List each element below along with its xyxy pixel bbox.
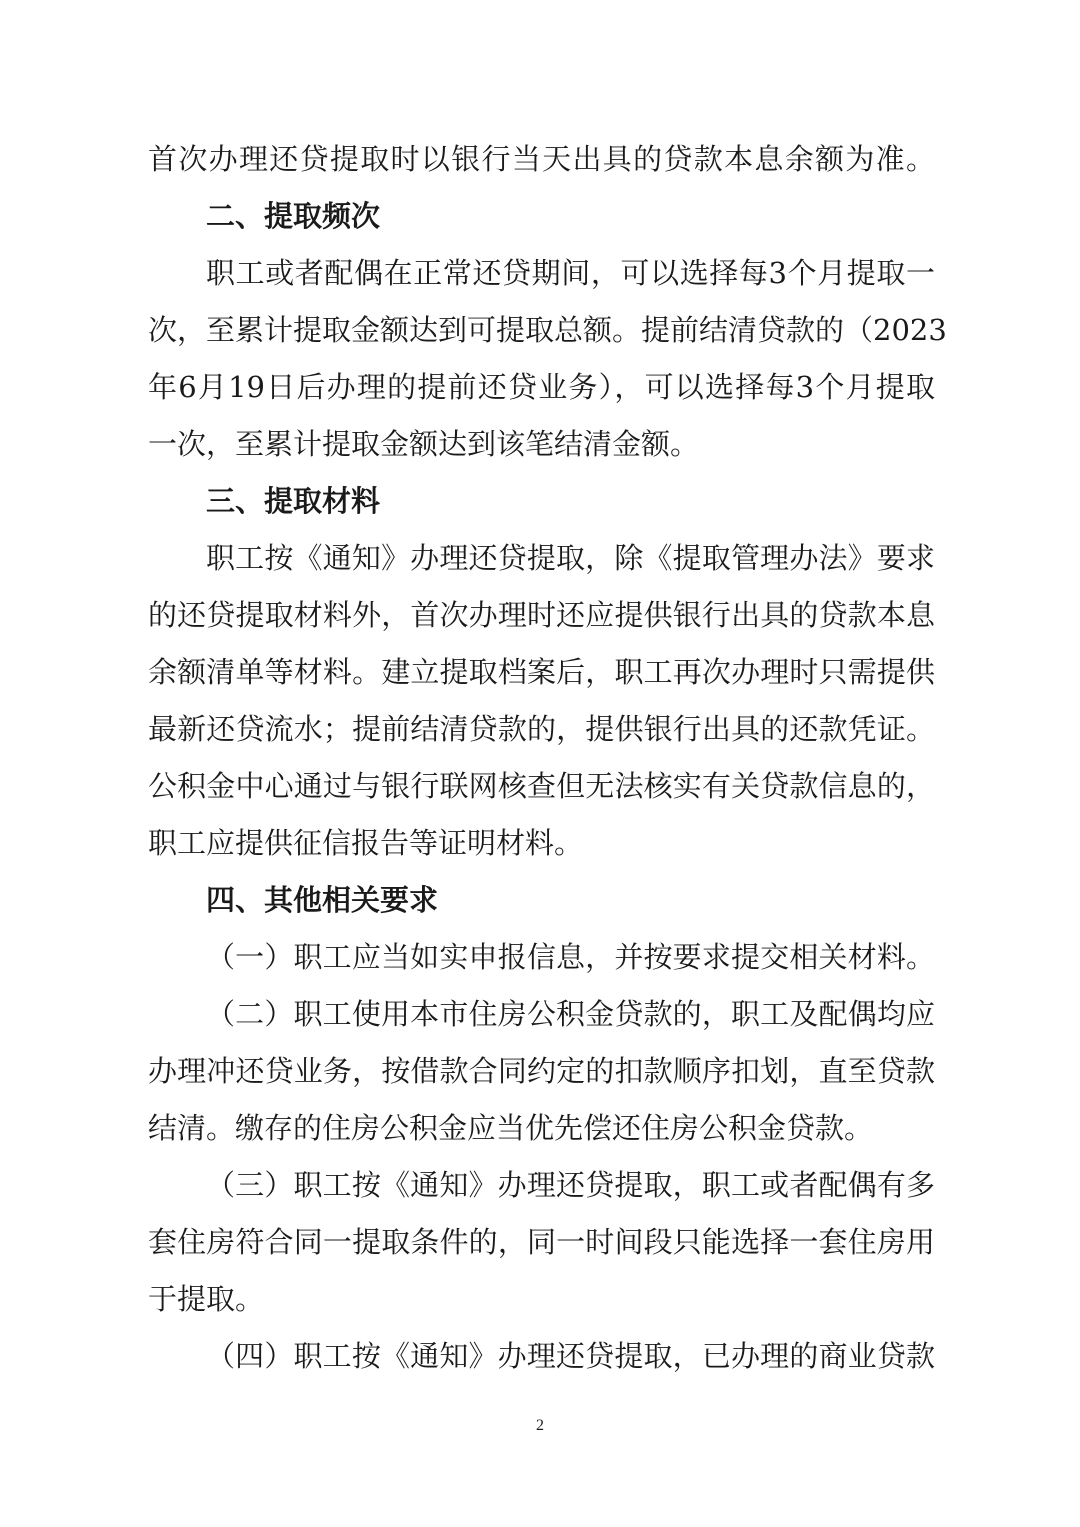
page-number: 2 (536, 1417, 544, 1434)
body-text-line: 首次办理还贷提取时以银行当天出具的贷款本息余额为准。 (148, 142, 935, 176)
section-heading: 二、提取频次 (206, 199, 381, 233)
body-text-line: 次，至累计提取金额达到可提取总额。提前结清贷款的（2023 (148, 313, 947, 347)
body-text-line: 余额清单等材料。建立提取档案后，职工再次办理时只需提供 (148, 655, 935, 689)
body-text-line: （二）职工使用本市住房公积金贷款的，职工及配偶均应 (206, 997, 935, 1031)
body-text-line: 于提取。 (148, 1282, 265, 1316)
body-text-line: 公积金中心通过与银行联网核查但无法核实有关贷款信息的， (148, 769, 935, 803)
section-heading: 三、提取材料 (206, 484, 381, 518)
body-text-line: 年6月19日后办理的提前还贷业务），可以选择每3个月提取 (148, 370, 935, 404)
document-body (148, 131, 947, 1385)
body-text-line: 套住房符合同一提取条件的，同一时间段只能选择一套住房用 (148, 1225, 935, 1259)
body-text-line: 办理冲还贷业务，按借款合同约定的扣款顺序扣划，直至贷款 (148, 1054, 935, 1088)
body-text-line: 一次，至累计提取金额达到该笔结清金额。 (148, 427, 700, 461)
body-text-line: 结清。缴存的住房公积金应当优先偿还住房公积金贷款。 (148, 1111, 874, 1145)
body-text-line: 职工应提供征信报告等证明材料。 (148, 826, 584, 860)
body-text-line: （四）职工按《通知》办理还贷提取，已办理的商业贷款 (206, 1339, 935, 1373)
body-text-line: 最新还贷流水；提前结清贷款的，提供银行出具的还款凭证。 (148, 712, 935, 746)
section-heading: 四、其他相关要求 (206, 883, 439, 917)
body-text-line: （一）职工应当如实申报信息，并按要求提交相关材料。 (206, 940, 935, 974)
body-text-line: 的还贷提取材料外，首次办理时还应提供银行出具的贷款本息 (148, 598, 935, 632)
body-text-line: （三）职工按《通知》办理还贷提取，职工或者配偶有多 (206, 1168, 935, 1202)
body-text-line: 职工按《通知》办理还贷提取，除《提取管理办法》要求 (206, 541, 935, 575)
body-text-line: 职工或者配偶在正常还贷期间，可以选择每3个月提取一 (206, 256, 935, 290)
